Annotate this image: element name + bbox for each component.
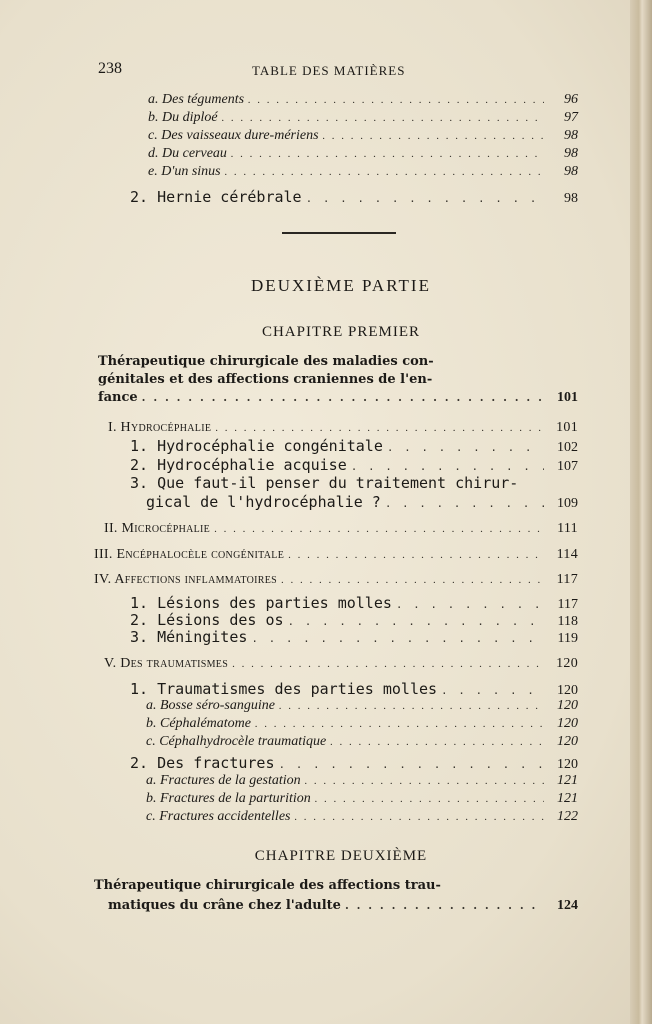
toc-entry (130, 628, 578, 647)
toc-section (108, 420, 578, 436)
toc-entry (130, 456, 578, 475)
toc-section (104, 521, 578, 537)
entry-label: a. Des téguments (148, 92, 245, 107)
toc-entry (148, 164, 578, 180)
entry-page: 120 (557, 757, 578, 772)
entry-label: 2. Hydrocéphalie acquise (130, 456, 347, 474)
entry-page: 120 (557, 734, 578, 749)
entry-label: II. Microcéphalie (104, 521, 211, 536)
entry-label: b. Fractures de la parturition (146, 791, 311, 806)
entry-label: e. D'un sinus (148, 164, 221, 179)
toc-entry (148, 92, 578, 108)
section-divider (282, 232, 396, 234)
entry-page: 120 (557, 698, 578, 713)
chapter-heading-entry (98, 390, 578, 406)
entry-label: b. Du diploé (148, 110, 218, 125)
toc-entry (130, 437, 578, 456)
toc-entry (146, 791, 578, 807)
entry-page: 120 (556, 656, 578, 671)
entry-page: 120 (557, 683, 578, 698)
toc-entry (146, 716, 578, 732)
entry-page: 98 (564, 164, 578, 179)
toc-entry (148, 128, 578, 144)
toc-entry (146, 773, 578, 789)
entry-page: 121 (557, 773, 578, 788)
entry-label: 1. Traumatismes des parties molles (130, 680, 438, 698)
toc-section (104, 656, 578, 672)
chapter-heading-line: Thérapeutique chirurgicale des maladies con- (98, 354, 434, 369)
entry-page: 111 (557, 521, 578, 536)
entry-page: 98 (564, 146, 578, 161)
entry-page: 101 (556, 420, 578, 435)
toc-entry (148, 146, 578, 162)
entry-label: I. Hydrocéphalie (108, 420, 212, 435)
toc-entry (146, 493, 578, 512)
part-title: DEUXIÈME PARTIE (251, 276, 431, 295)
toc-entry (146, 809, 578, 825)
page-edge (630, 0, 652, 1024)
entry-label: d. Du cerveau (148, 146, 227, 161)
entry-label: c. Fractures accidentelles (146, 809, 291, 824)
toc-entry (146, 734, 578, 750)
entry-label: matiques du crâne chez l'adulte (108, 898, 341, 913)
entry-page: 124 (557, 898, 578, 913)
chapter-heading-entry (108, 898, 578, 914)
chapter-heading-line: Thérapeutique chirurgicale des affections trau- (94, 878, 441, 893)
entry-label: V. Des traumatismes (104, 656, 229, 671)
entry-page: 97 (564, 110, 578, 125)
entry-page: 121 (557, 791, 578, 806)
entry-label: a. Bosse séro-sanguine (146, 698, 275, 713)
entry-label: b. Céphalématome (146, 716, 251, 731)
entry-label: c. Céphalhydrocèle traumatique (146, 734, 327, 749)
entry-page: 107 (557, 459, 578, 474)
entry-page: 122 (557, 809, 578, 824)
page-number: 238 (98, 60, 122, 77)
entry-label: 3. Méningites (130, 628, 248, 646)
toc-entry (148, 110, 578, 126)
entry-page: 117 (557, 597, 578, 612)
toc-section (94, 547, 578, 563)
entry-label: 2. Des fractures (130, 754, 275, 772)
toc-section (94, 572, 578, 588)
entry-label: 2. Lésions des os (130, 611, 284, 629)
entry-page: 109 (557, 496, 578, 511)
entry-label: fance (98, 390, 138, 405)
entry-page: 117 (556, 572, 578, 587)
entry-page: 102 (557, 440, 578, 455)
chapter-title: CHAPITRE DEUXIÈME (254, 848, 428, 864)
entry-page: 96 (564, 92, 578, 107)
entry-page: 119 (557, 631, 578, 646)
entry-page: 120 (557, 716, 578, 731)
toc-entry (146, 698, 578, 714)
entry-page: 101 (557, 390, 578, 405)
entry-page: 118 (557, 614, 578, 629)
entry-label: gical de l'hydrocéphalie ? (146, 493, 381, 511)
toc-entry-line: 3. Que faut-il penser du traitement chirur- (130, 474, 519, 492)
entry-label: c. Des vaisseaux dure-mériens (148, 128, 319, 143)
entry-label: IV. Affections inflammatoires (94, 572, 278, 587)
toc-entry (130, 754, 578, 773)
entry-label: 2. Hernie cérébrale (130, 188, 302, 206)
entry-page: 98 (564, 191, 578, 206)
chapter-title: CHAPITRE PREMIER (261, 324, 421, 340)
entry-label: a. Fractures de la gestation (146, 773, 301, 788)
toc-entry-hernie (130, 188, 578, 207)
entry-label: III. Encéphalocèle congénitale (94, 547, 285, 562)
running-head: TABLE DES MATIÈRES (252, 63, 406, 78)
entry-page: 114 (556, 547, 578, 562)
chapter-heading-line: génitales et des affections craniennes de l'en- (98, 372, 433, 387)
entry-label: 1. Hydrocéphalie congénitale (130, 437, 383, 455)
entry-label: 1. Lésions des parties molles (130, 594, 392, 612)
toc-entry (130, 680, 578, 699)
entry-page: 98 (564, 128, 578, 143)
